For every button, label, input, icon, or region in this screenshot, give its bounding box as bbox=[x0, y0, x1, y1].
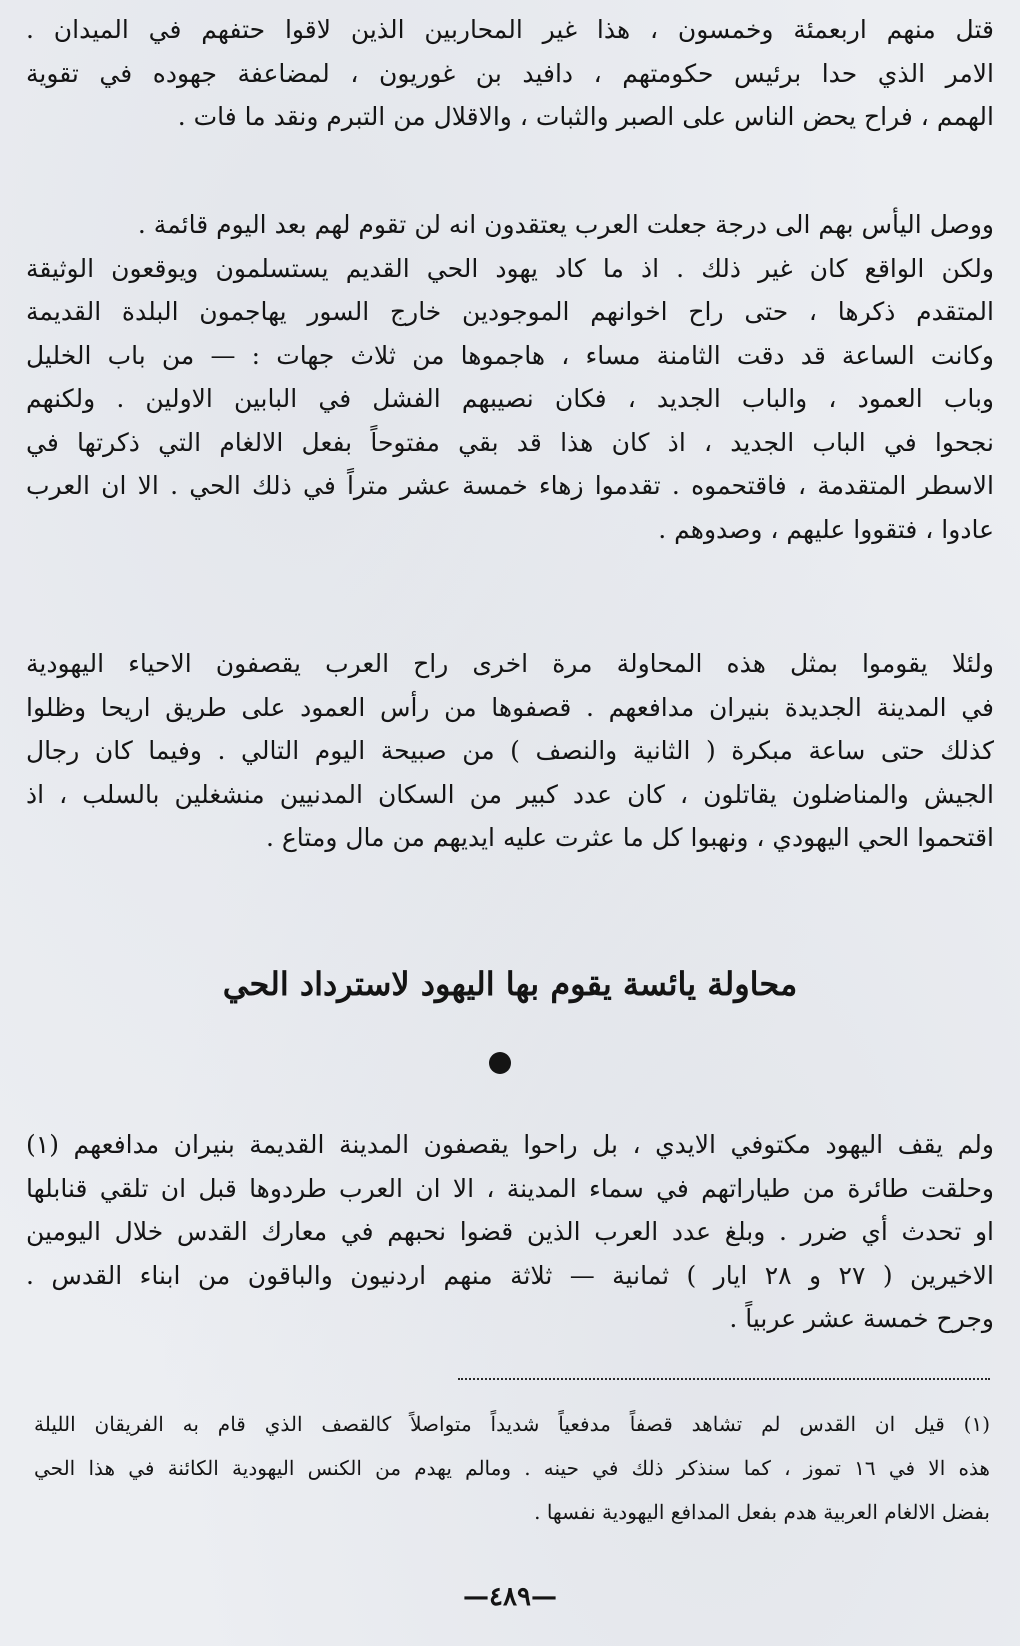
footnote-line: (١) قيل ان القدس لم تشاهد قصفاً مدفعياً شديداً متواصلاً كالقصف الذي قام به الفريقان الليلة bbox=[34, 1412, 990, 1436]
footnote-line: بفضل الالغام العربية هدم بفعل المدافع اليهودية نفسها . bbox=[534, 1500, 990, 1524]
footnote-line: هذه الا في ١٦ تموز ، كما سنذكر ذلك في حينه . ومالم يهدم من الكنس اليهودية الكائنة في هذا الحي bbox=[34, 1456, 990, 1480]
text-line: الهمم ، فراح يحض الناس على الصبر والثبات ، والاقلال من التبرم ونقد ما فات . bbox=[177, 102, 994, 131]
footnote-divider bbox=[458, 1378, 990, 1380]
text-line: وباب العمود ، والباب الجديد ، فكان نصيبهم الفشل في البابين الاولين . ولكنهم bbox=[26, 384, 994, 413]
bullet-dot bbox=[489, 1052, 511, 1074]
footnote bbox=[34, 1402, 990, 1534]
paragraph-jewish-response bbox=[26, 1123, 994, 1341]
text-line: وجرح خمسة عشر عربياً . bbox=[729, 1304, 994, 1333]
paragraph-shelling bbox=[26, 642, 994, 860]
text-line: وحلقت طائرة من طياراتهم في سماء المدينة ، الا ان العرب طردوها قبل ان تلقي قنابلها bbox=[26, 1173, 994, 1203]
text-line: ولكن الواقع كان غير ذلك . اذ ما كاد يهود الحي القديم يستسلمون ويوقعون الوثيقة bbox=[26, 253, 994, 283]
paragraph-despair bbox=[26, 203, 994, 551]
text-line: ولم يقف اليهود مكتوفي الايدي ، بل راحوا يقصفون المدينة القديمة بنيران مدافعهم (١) bbox=[26, 1130, 994, 1159]
text-line: الجيش والمناضلون يقاتلون ، كان عدد كبير من السكان المدنيين منشغلين بالسلب ، اذ bbox=[26, 779, 994, 809]
text-line: الاسطر المتقدمة ، فاقتحموه . تقدموا زهاء خمسة عشر متراً في ذلك الحي . الا ان العرب bbox=[26, 471, 994, 500]
text-line: عادوا ، فتقووا عليهم ، وصدوهم . bbox=[658, 514, 994, 544]
text-line: نجحوا في الباب الجديد ، اذ كان هذا قد بقي مفتوحاً بفعل الالغام التي ذكرتها في bbox=[26, 427, 994, 457]
text-line: في المدينة الجديدة بنيران مدافعهم . قصفوها من رأس العمود على طريق اريحا وظلوا bbox=[26, 692, 994, 722]
text-line: ولئلا يقوموا بمثل هذه المحاولة مرة اخرى راح العرب يقصفون الاحياء اليهودية bbox=[26, 649, 994, 678]
text-line: المتقدم ذكرها ، حتى راح اخوانهم الموجودين خارج السور يهاجمون البلدة القديمة bbox=[26, 297, 994, 326]
section-heading: محاولة يائسة يقوم بها اليهود لاسترداد الحي bbox=[222, 965, 798, 1003]
text-line: او تحدث أي ضرر . وبلغ عدد العرب الذين قضوا نحبهم في معارك القدس خلال اليومين bbox=[26, 1217, 994, 1246]
text-line: ووصل اليأس بهم الى درجة جعلت العرب يعتقدون انه لن تقوم لهم بعد اليوم قائمة . bbox=[137, 210, 994, 239]
text-line: كذلك حتى ساعة مبكرة ( الثانية والنصف ) من صبيحة اليوم التالي . وفيما كان رجال bbox=[26, 736, 994, 765]
text-line: اقتحموا الحي اليهودي ، ونهبوا كل ما عثرت عليه ايديهم من مال ومتاع . bbox=[265, 823, 994, 852]
text-line: الاخيرين ( ٢٧ و ٢٨ ايار ) ثمانية — ثلاثة منهم اردنيون والباقون من ابناء القدس . bbox=[26, 1260, 994, 1290]
text-line: الامر الذي حدا برئيس حكومتهم ، دافيد بن غوريون ، لمضاعفة جهوده في تقوية bbox=[26, 58, 994, 88]
page-number: —٤٨٩— bbox=[463, 1582, 557, 1612]
paragraph-casualties bbox=[26, 8, 994, 139]
text-line: وكانت الساعة قد دقت الثامنة مساء ، هاجموها من ثلاث جهات : — من باب الخليل bbox=[26, 340, 994, 370]
text-line: قتل منهم اربعمئة وخمسون ، هذا غير المحاربين الذين لاقوا حتفهم في الميدان . bbox=[26, 15, 994, 44]
